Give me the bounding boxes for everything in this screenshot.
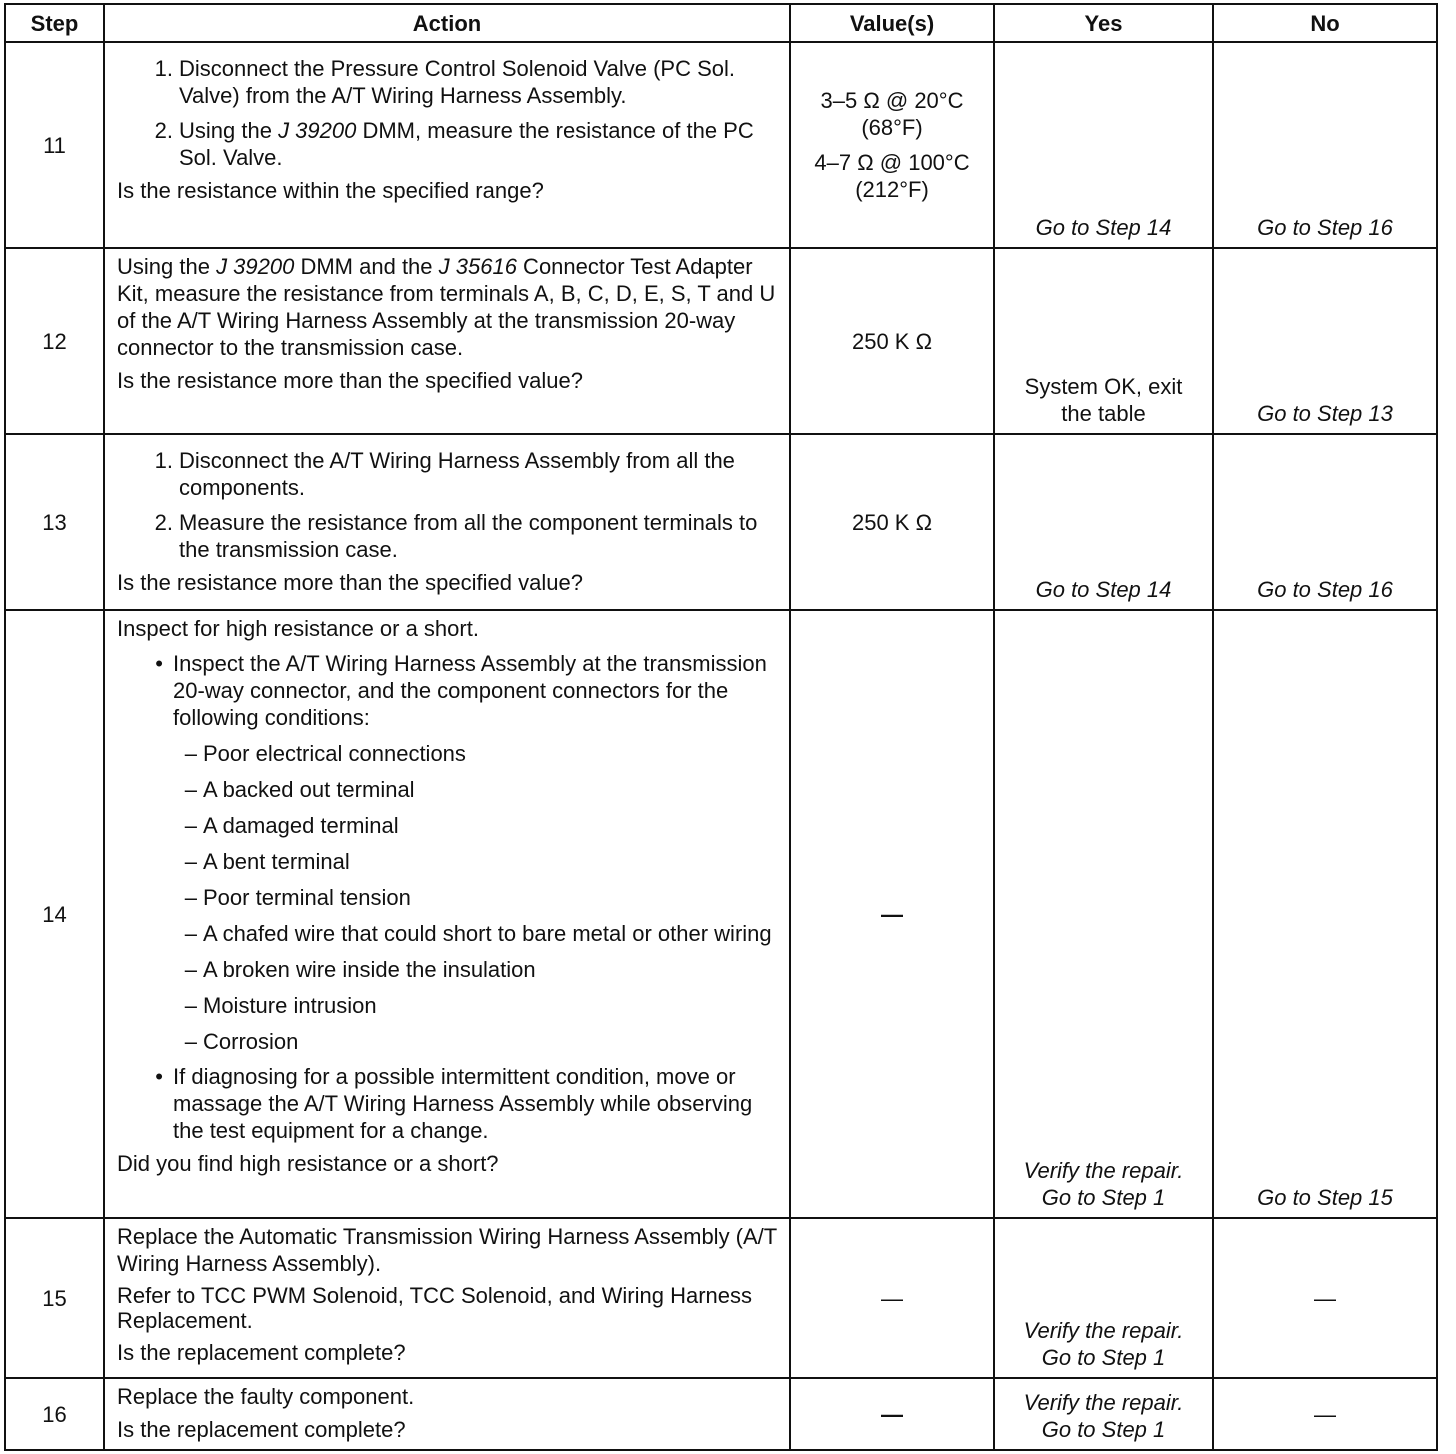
text-fragment: Using the: [179, 118, 279, 143]
list-number: 1.: [154, 448, 173, 473]
condition-item: – Poor electrical connections: [117, 740, 779, 767]
list-number: 2.: [154, 118, 173, 143]
step-number: 15: [5, 1218, 104, 1378]
value-dash: —: [881, 1401, 903, 1427]
action-cell: [104, 1218, 790, 1378]
condition-item: – Poor terminal tension: [117, 884, 779, 911]
no-dash: —: [1314, 1285, 1336, 1311]
header-row: [5, 4, 1437, 42]
value-cell: [790, 248, 994, 434]
question-text: Is the replacement complete?: [117, 1340, 406, 1365]
value-text: 250 K Ω: [851, 328, 933, 354]
action-cell: [104, 610, 790, 1218]
list-text: Disconnect the Pressure Control Solenoid Valve (PC Sol. Valve) from the A/T Wiring Harness Assembly.: [179, 56, 735, 108]
action-cell: [104, 434, 790, 610]
header-no: No: [1213, 4, 1437, 42]
condition-item: – A broken wire inside the insulation: [117, 956, 779, 983]
step-number: 11: [5, 42, 104, 248]
action-text: [117, 253, 779, 361]
yes-line: Verify the repair.: [1023, 1318, 1184, 1343]
header-action: Action: [104, 4, 790, 42]
list-item: [117, 117, 779, 171]
value-cell: [790, 1218, 994, 1378]
yes-line: the table: [1061, 401, 1146, 426]
list-item: [117, 55, 779, 109]
yes-cell: Go to Step 14: [994, 434, 1213, 610]
diagnostic-table: [4, 3, 1438, 1451]
condition-text: Moisture intrusion: [203, 993, 377, 1018]
yes-line: System OK, exit: [1024, 374, 1183, 399]
action-text: Replace the faulty component.: [117, 1384, 415, 1409]
question-text: Is the resistance more than the specified value?: [117, 570, 583, 595]
no-cell: Go to Step 16: [1213, 434, 1437, 610]
value-cell: [790, 434, 994, 610]
tool-number: J 35616: [438, 254, 517, 279]
condition-text: A broken wire inside the insulation: [203, 957, 536, 982]
condition-item: – A bent terminal: [117, 848, 779, 875]
no-cell: Go to Step 16: [1213, 42, 1437, 248]
yes-cell: [994, 1378, 1213, 1450]
condition-item: – Moisture intrusion: [117, 992, 779, 1019]
action-cell: [104, 248, 790, 434]
value-line: (68°F): [861, 115, 923, 140]
no-cell: Go to Step 15: [1213, 610, 1437, 1218]
condition-text: Poor electrical connections: [203, 741, 466, 766]
condition-text: A backed out terminal: [203, 777, 415, 802]
action-cell: [104, 42, 790, 248]
yes-cell: [994, 248, 1213, 434]
step-number: 13: [5, 434, 104, 610]
header-values: Value(s): [790, 4, 994, 42]
value-cell: [790, 1378, 994, 1450]
table-row-step-12: [5, 248, 1437, 434]
action-intro: Inspect for high resistance or a short.: [117, 616, 479, 641]
yes-line: Go to Step 1: [1041, 1185, 1166, 1210]
yes-cell: [994, 1218, 1213, 1378]
no-cell: [1213, 1218, 1437, 1378]
list-item: [117, 509, 779, 563]
list-item: [117, 447, 779, 501]
value-cell: [790, 610, 994, 1218]
tool-number: J 39200: [216, 254, 295, 279]
condition-item: – A chafed wire that could short to bare metal or other wiring: [117, 920, 779, 947]
condition-text: A chafed wire that could short to bare metal or other wiring: [203, 921, 772, 946]
bullet-text: If diagnosing for a possible intermittent condition, move or massage the A/T Wiring Harness Assembly while observing the test equipment for a change.: [173, 1064, 753, 1143]
condition-item: – Corrosion: [117, 1028, 779, 1055]
condition-item: – A damaged terminal: [117, 812, 779, 839]
action-text: Replace the Automatic Transmission Wiring Harness Assembly (A/T Wiring Harness Assembly).: [117, 1224, 777, 1276]
value-text: 250 K Ω: [851, 509, 933, 535]
yes-line: Go to Step 1: [1041, 1417, 1166, 1442]
action-cell: [104, 1378, 790, 1450]
bullet-mark: •: [155, 651, 163, 676]
table-row-step-15: [5, 1218, 1437, 1378]
value-dash: —: [881, 1285, 903, 1311]
step-number: 14: [5, 610, 104, 1218]
step-number: 16: [5, 1378, 104, 1450]
bullet-text: Inspect the A/T Wiring Harness Assembly at the transmission 20-way connector, and the component connectors for the following conditions:: [173, 651, 767, 730]
yes-cell: [994, 610, 1213, 1218]
action-text: Refer to TCC PWM Solenoid, TCC Solenoid, and Wiring Harness Replacement.: [117, 1283, 752, 1333]
yes-cell: Go to Step 14: [994, 42, 1213, 248]
list-text: Measure the resistance from all the component terminals to the transmission case.: [179, 510, 758, 562]
condition-text: Corrosion: [203, 1029, 299, 1054]
yes-line: Verify the repair.: [1023, 1390, 1184, 1415]
value-line: 3–5 Ω @ 20°C: [820, 88, 964, 113]
value-dash: —: [881, 901, 903, 927]
header-yes: Yes: [994, 4, 1213, 42]
condition-item: – A backed out terminal: [117, 776, 779, 803]
table-row-step-14: [5, 610, 1437, 1218]
text-fragment: Using the: [117, 254, 217, 279]
no-cell: [1213, 1378, 1437, 1450]
bullet-mark: •: [155, 1064, 163, 1089]
text-fragment: DMM and the: [294, 254, 439, 279]
no-dash: —: [1314, 1401, 1336, 1427]
question-text: Is the resistance within the specified range?: [117, 178, 544, 203]
text-fragment: Connector Test Adapter Kit, measure the resistance from terminals A, B, C, D, E, S, T and U of the A/T Wiring Harness Assembly at the transmission 20-way connector to the transmission case.: [117, 254, 776, 360]
yes-line: Go to Step 1: [1041, 1345, 1166, 1370]
value-line: 4–7 Ω @ 100°C: [814, 150, 970, 175]
table-row-step-13: [5, 434, 1437, 610]
question-text: Is the resistance more than the specified value?: [117, 368, 583, 393]
header-step: Step: [5, 4, 104, 42]
table-row-step-11: [5, 42, 1437, 248]
question-text: Did you find high resistance or a short?: [117, 1151, 499, 1176]
list-number: 2.: [154, 510, 173, 535]
no-cell: Go to Step 13: [1213, 248, 1437, 434]
bullet-item: [117, 1063, 779, 1144]
tool-number: J 39200: [278, 118, 357, 143]
condition-text: Poor terminal tension: [203, 885, 411, 910]
condition-text: A bent terminal: [203, 849, 350, 874]
yes-line: Verify the repair.: [1023, 1158, 1184, 1183]
table-row-step-16: [5, 1378, 1437, 1450]
bullet-item: [117, 650, 779, 731]
step-number: 12: [5, 248, 104, 434]
list-text: Disconnect the A/T Wiring Harness Assembly from all the components.: [179, 448, 735, 500]
text-fragment: DMM, measure the resistance of the PC Sol. Valve.: [179, 118, 754, 170]
condition-text: A damaged terminal: [203, 813, 399, 838]
question-text: Is the replacement complete?: [117, 1417, 406, 1442]
value-line: (212°F): [855, 177, 929, 202]
list-number: 1.: [154, 56, 173, 81]
value-cell: [790, 42, 994, 248]
list-text: [179, 117, 779, 171]
